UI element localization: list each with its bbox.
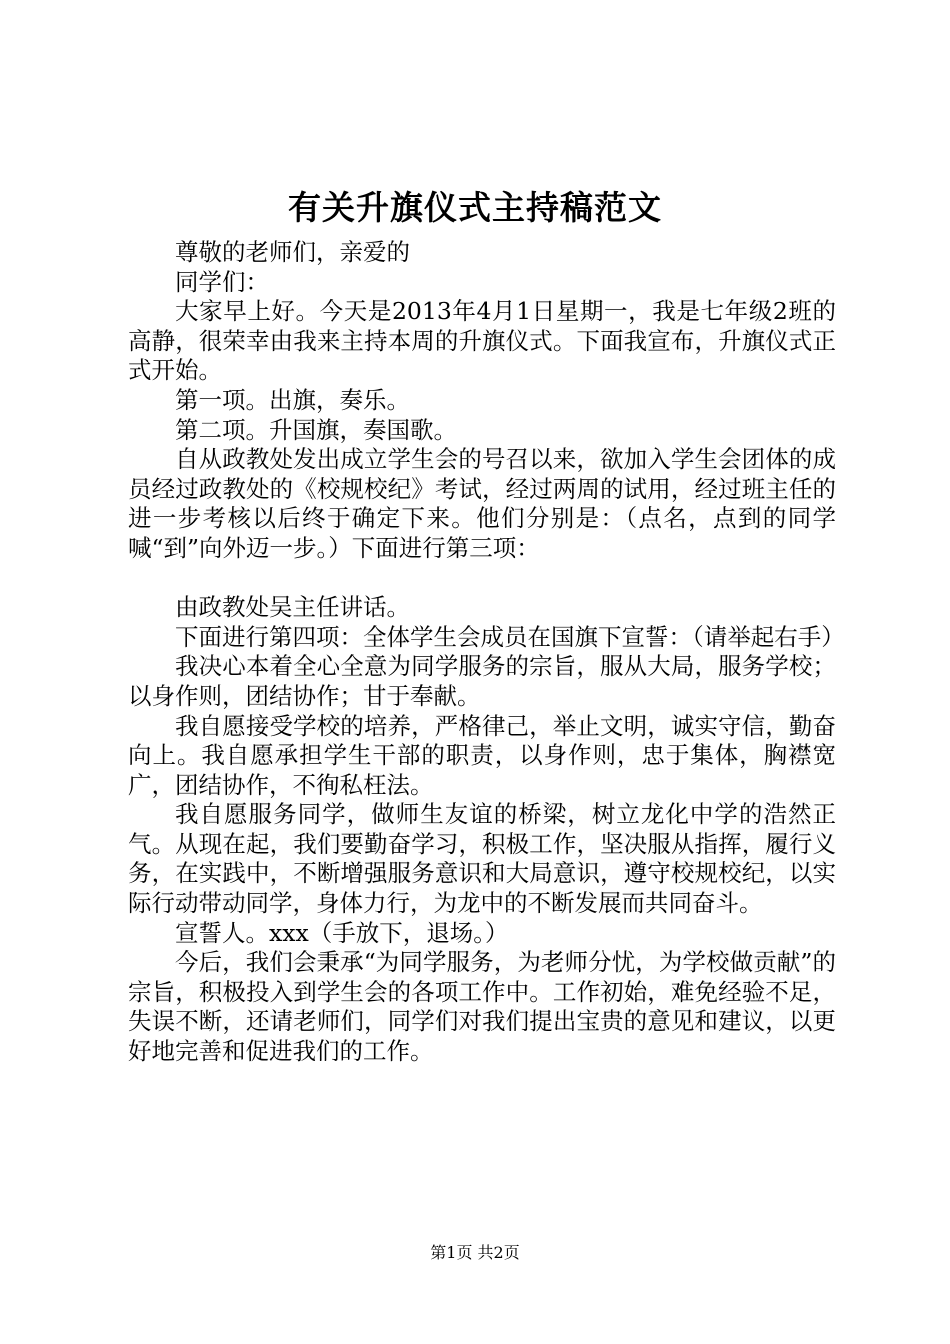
paragraph-oath-3: 我自愿服务同学，做师生友谊的桥梁，树立龙化中学的浩然正气。从现在起，我们要勤奋学习，积极工作，坚决服从指挥，履行义务，在实践中，不断增强服务意识和大局意识，遵守校规校纪，以实际行动带动同学，身体力行，为龙中的不断发展而共同奋斗。: [128, 800, 836, 918]
paragraph-oath-1: 我决心本着全心全意为同学服务的宗旨，服从大局，服务学校；以身作则，团结协作；甘于奉献。: [128, 652, 836, 710]
paragraph-closing: 今后，我们会秉承“为同学服务，为老师分忧，为学校做贡献”的宗旨，积极投入到学生会的各项工作中。工作初始，难免经验不足，失误不断，还请老师们，同学们对我们提出宝贵的意见和建议，以更好地完善和促进我们的工作。: [128, 948, 836, 1066]
paragraph-salutation-1: 尊敬的老师们，亲爱的: [175, 238, 410, 266]
paragraph-opening: 大家早上好。今天是2013年4月1日星期一，我是七年级2班的高静，很荣幸由我来主持本周的升旗仪式。下面我宣布，升旗仪式正式开始。: [128, 297, 836, 385]
paragraph-oath-2: 我自愿接受学校的培养，严格律己，举止文明，诚实守信，勤奋向上。我自愿承担学生干部的职责，以身作则，忠于集体，胸襟宽广，团结协作，不徇私枉法。: [128, 711, 836, 799]
paragraph-student-union: 自从政教处发出成立学生会的号召以来，欲加入学生会团体的成员经过政教处的《校规校纪》考试，经过两周的试用，经过班主任的进一步考核以后终于确定下来。他们分别是：（点名，点到的同学喊“到”向外迈一步。）下面进行第三项：: [128, 445, 836, 562]
document-title: 有关升旗仪式主持稿范文: [288, 188, 662, 227]
paragraph-item-1: 第一项。出旗，奏乐。: [175, 385, 410, 414]
paragraph-item-2: 第二项。升国旗，奏国歌。: [175, 415, 457, 444]
paragraph-oath-signer: 宣誓人。xxx（手放下，退场。）: [175, 918, 509, 947]
document-body: [128, 238, 845, 1067]
page-footer: 第1页 共2页: [430, 1243, 520, 1262]
paragraph-item-4: 下面进行第四项：全体学生会成员在国旗下宣誓：（请举起右手）: [175, 622, 845, 651]
paragraph-speech: 由政教处吴主任讲话。: [175, 593, 410, 622]
paragraph-salutation-2: 同学们：: [175, 267, 269, 296]
